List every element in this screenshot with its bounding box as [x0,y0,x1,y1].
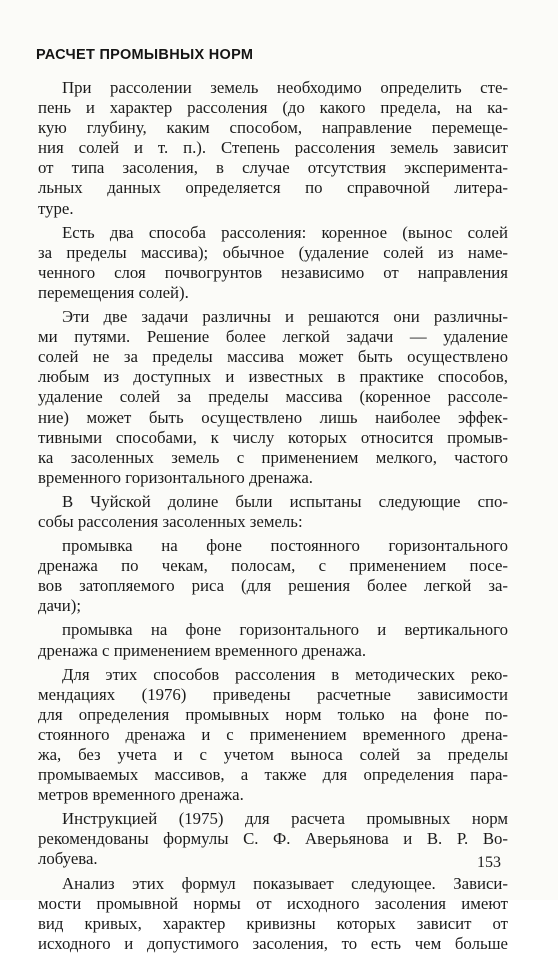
text-line: рекомендованы формулы С. Ф. Аверьянова и В. Р. Во- [38,829,508,849]
text-line: промываемых массивов, а также для определения пара- [38,765,508,785]
text-line: солей не за пределы массива может быть осуществлено [38,347,508,367]
text-line: Для этих способов рассоления в методических реко- [62,664,508,684]
text-line: дачи); [38,596,81,616]
text-line: временного горизонтального дренажа. [38,467,313,487]
text-line: дренажа с применением временного дренажа. [38,640,367,660]
text-line: перемещения солей). [38,282,189,302]
text-line: ка засоленных земель с применением мелкого, частого [38,447,508,467]
text-line: стоянного дренажа и с применением временного дрена- [38,724,508,744]
text-line: любым из доступных и известных в практике способов, [38,367,508,387]
text-line: Инструкцией (1975) для расчета промывных норм [62,809,508,829]
text-line: льных данных определяется по справочной литера- [38,178,508,198]
text-line: для определения промывных норм только на фоне по- [38,704,508,724]
running-header: РАСЧЕТ ПРОМЫВНЫХ НОРМ [36,47,254,63]
text-line: дренажа по чекам, полосам, с применением посе- [38,556,508,576]
text-line: метров временного дренажа. [38,785,244,805]
text-line: вид кривых, характер кривизны которых зависит от [38,913,508,933]
text-line: промывка на фоне постоянного горизонтального [62,536,508,556]
text-line: Есть два способа рассоления: коренное (вынос солей [62,222,508,242]
text-line: ние) может быть осуществлено лишь наиболее эффек- [38,407,508,427]
text-line: жа, без учета и с учетом выноса солей за пределы [38,745,508,764]
text-line: за пределы массива); обычное (удаление солей из наме- [38,242,508,262]
text-line: ния солей и т. п.). Степень рассоления земель зависит [38,138,508,158]
text-line: промывка на фоне горизонтального и вертикального [62,620,508,640]
text-line: собы рассоления засоленных земель: [38,511,303,531]
text-line: пень и характер рассоления (до какого предела, на ка- [38,98,508,118]
body-text [38,78,508,954]
text-line: тивными способами, к числу которых относится промыв- [38,427,508,447]
text-line: мости промывной нормы от исходного засоления имеют [38,893,508,913]
text-line: туре. [38,198,74,218]
text-line: от типа засоления, в случае отсутствия эксперимента- [38,158,508,178]
page-number: 153 [477,854,501,871]
text-line: мендациях (1976) приведены расчетные зависимости [38,684,508,704]
text-line: Анализ этих формул показывает следующее. Зависи- [62,873,508,893]
text-line: кую глубину, каким способом, направление перемеще- [38,118,508,138]
text-line: При рассолении земель необходимо определить сте- [62,78,508,97]
text-line: ченного слоя почвогрунтов независимо от направления [38,262,508,282]
text-line: ми путями. Решение более легкой задачи — удаление [38,327,508,347]
text-line: Эти две задачи различны и решаются они различны- [62,307,508,327]
text-line: удаление солей за пределы массива (коренное рассоле- [38,387,508,407]
text-line: исходного и допустимого засоления, то есть чем больше [38,933,508,953]
text-line: лобуева. [38,849,98,869]
text-line: В Чуйской долине были испытаны следующие спо- [62,491,508,511]
text-line: вов затопляемого риса (для решения более легкой за- [38,576,508,596]
